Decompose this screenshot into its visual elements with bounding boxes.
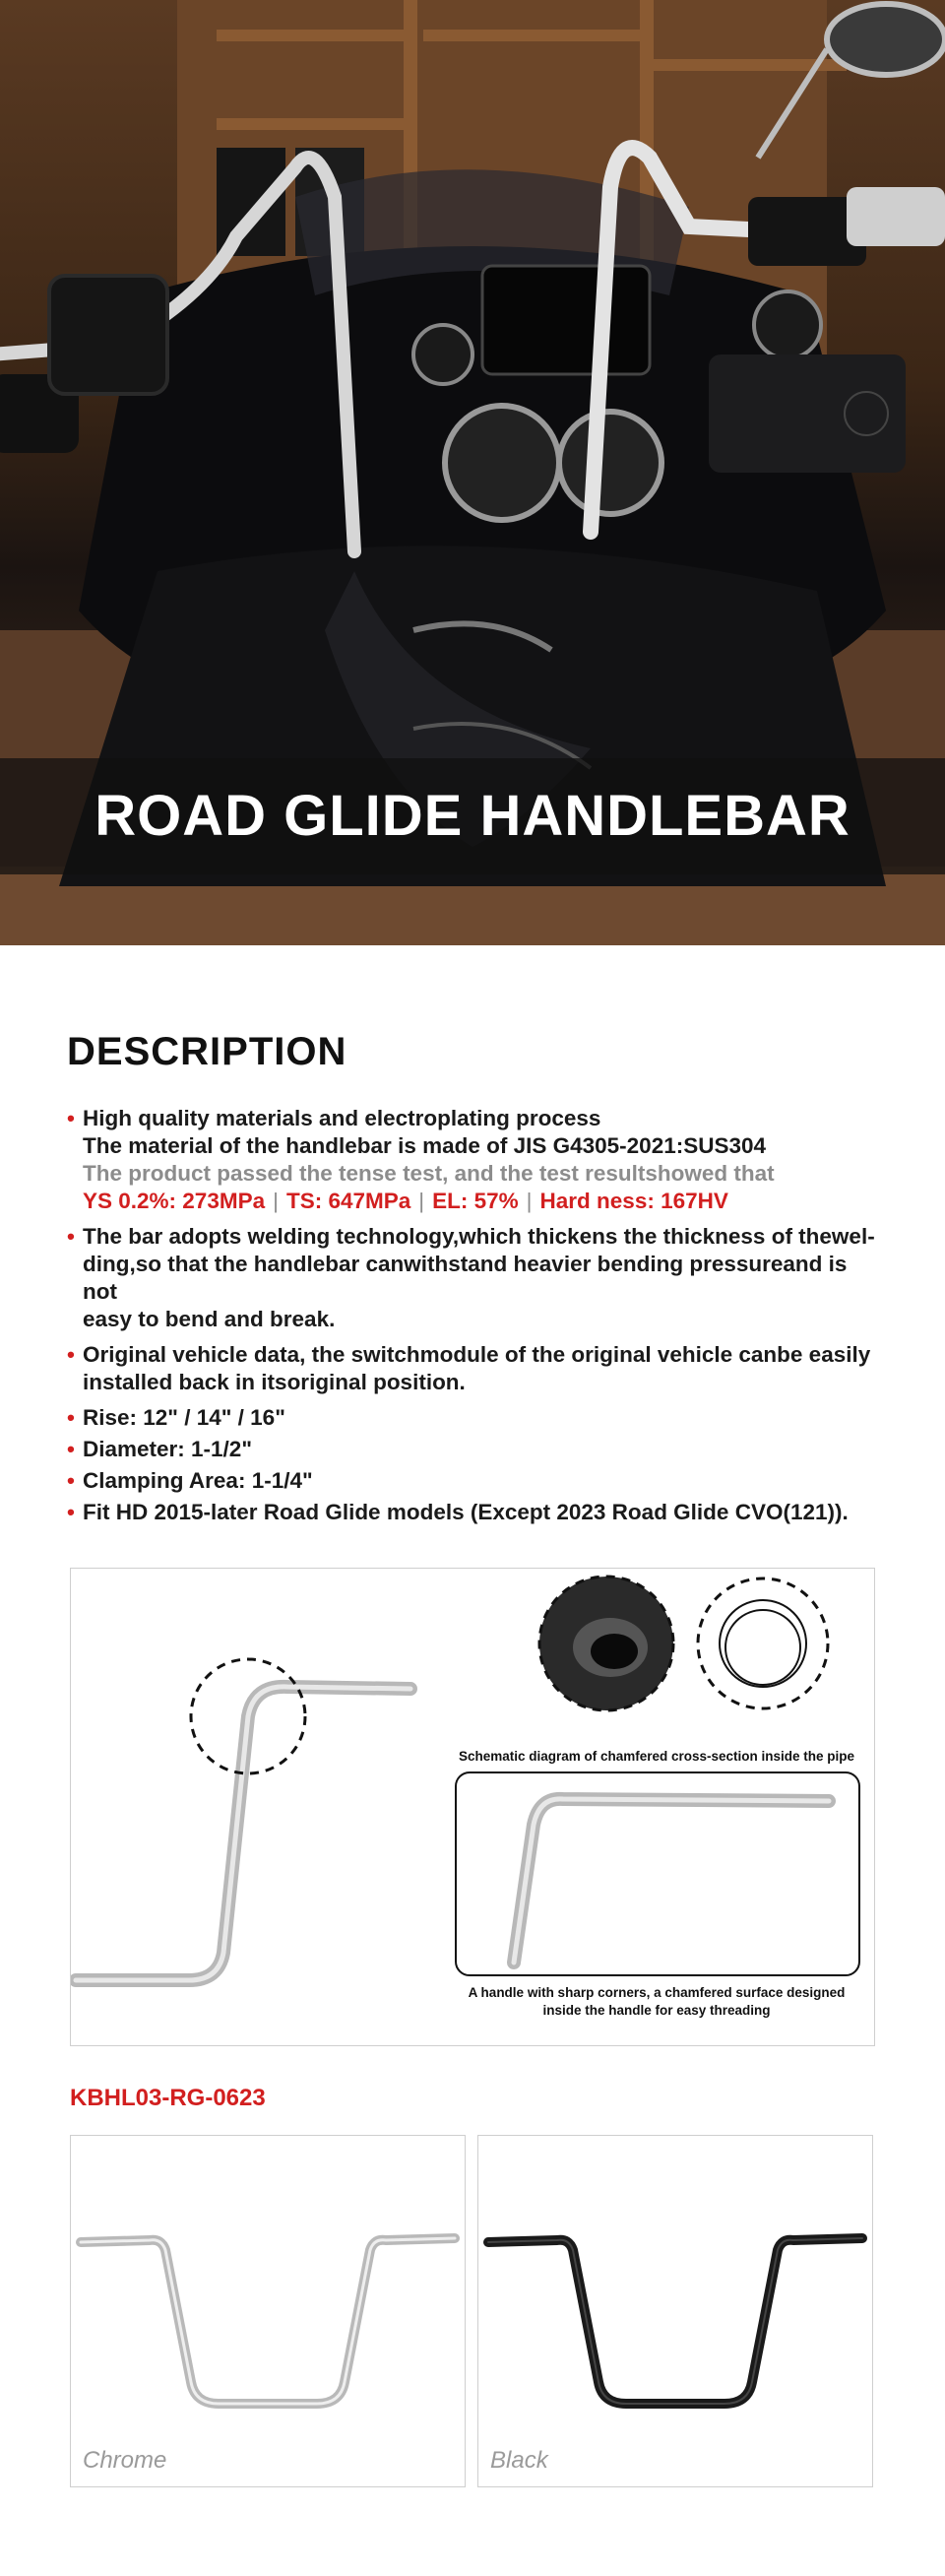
chrome-handlebar-shape: [81, 2238, 455, 2404]
bullet-fitment: [67, 1499, 884, 1526]
bullet-original-line1: Original vehicle data, the switchmodule of the original vehicle canbe easily: [83, 1342, 871, 1367]
bullet-marker: •: [67, 1342, 75, 1367]
bullet-welding-line1: The bar adopts welding technology,which thickens the thickness of thewel-: [83, 1224, 875, 1249]
spec-el: EL: 57%: [432, 1189, 519, 1213]
hero-title: ROAD GLIDE HANDLEBAR: [94, 784, 850, 848]
bullet-original-data: [67, 1341, 884, 1396]
bullet-welding: [67, 1223, 884, 1333]
spec-hardness: Hard ness: 167HV: [539, 1189, 728, 1213]
spec-separator: |: [418, 1189, 425, 1213]
bullet-original-line2: installed back in itsoriginal position.: [83, 1370, 466, 1394]
variant-card-black[interactable]: [477, 2135, 873, 2487]
bullet-diameter: [67, 1436, 884, 1463]
variant-label-chrome: Chrome: [83, 2447, 167, 2474]
bullet-rise-text: Rise: 12" / 14" / 16": [83, 1405, 285, 1430]
bullet-material-line2: The material of the handlebar is made of JIS G4305-2021:SUS304: [83, 1133, 767, 1158]
spec-ys: YS 0.2%: 273MPa: [83, 1189, 266, 1213]
caption-cross-section: Schematic diagram of chamfered cross-section inside the pipe: [458, 1749, 855, 1764]
chamfer-diagram: [71, 1569, 874, 2045]
black-handlebar-shape: [488, 2238, 862, 2404]
spec-separator: |: [273, 1189, 279, 1213]
bullet-material-line1: High quality materials and electroplating process: [83, 1106, 601, 1130]
bullet-clamping-text: Clamping Area: 1-1/4": [83, 1468, 313, 1493]
spec-ts: TS: 647MPa: [285, 1189, 411, 1213]
bullet-marker: •: [67, 1468, 75, 1493]
description-bullets: [67, 1105, 884, 1534]
bullet-clamping: [67, 1467, 884, 1495]
hero-image: [0, 0, 945, 945]
bullet-material-line3: The product passed the tense test, and the test resultshowed that: [83, 1161, 775, 1186]
cross-section-schematic: [698, 1578, 828, 1708]
spec-row: [83, 1188, 884, 1215]
caption-handle-line1: A handle with sharp corners, a chamfered surface designed: [468, 1985, 846, 2000]
bullet-rise: [67, 1404, 884, 1432]
bullet-marker: •: [67, 1106, 75, 1130]
bullet-welding-line3: easy to bend and break.: [83, 1307, 336, 1331]
spec-separator: |: [526, 1189, 533, 1213]
bullet-marker: •: [67, 1500, 75, 1524]
variant-label-black: Black: [490, 2447, 548, 2474]
description-heading: DESCRIPTION: [67, 1030, 347, 1073]
variant-card-chrome[interactable]: [70, 2135, 466, 2487]
bullet-diameter-text: Diameter: 1-1/2": [83, 1437, 252, 1461]
bullet-material: [67, 1105, 884, 1215]
chamfer-diagram-panel: [70, 1568, 875, 2046]
bullet-marker: •: [67, 1405, 75, 1430]
bullet-welding-line2: ding,so that the handlebar canwithstand heavier bending pressureand is not: [83, 1252, 848, 1304]
black-handlebar-image: [478, 2136, 872, 2486]
bullet-fitment-text: Fit HD 2015-later Road Glide models (Except 2023 Road Glide CVO(121)).: [83, 1500, 849, 1524]
chrome-handlebar-image: [71, 2136, 465, 2486]
product-sku: KBHL03-RG-0623: [70, 2085, 266, 2111]
bullet-marker: •: [67, 1224, 75, 1249]
bullet-marker: •: [67, 1437, 75, 1461]
caption-handle-line2: inside the handle for easy threading: [542, 2003, 771, 2018]
